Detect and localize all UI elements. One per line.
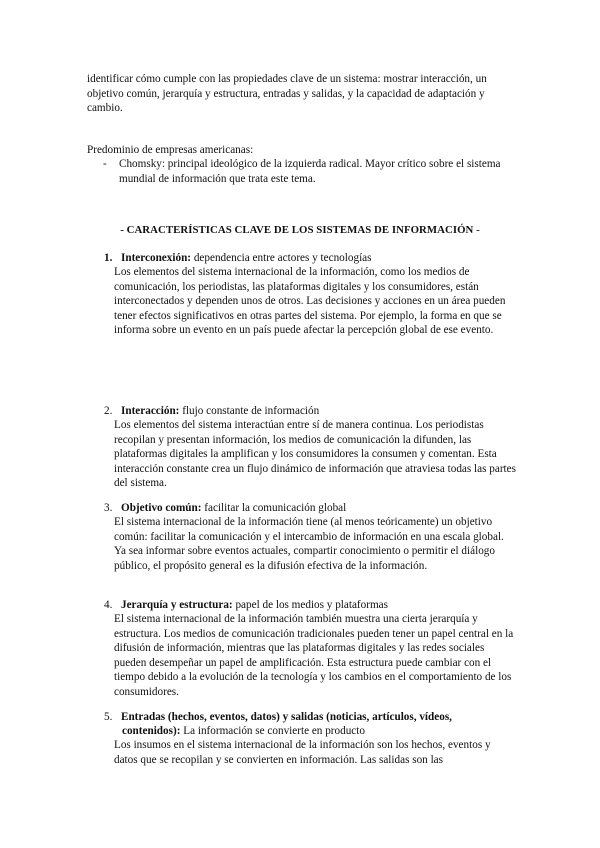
predominio-label: Predominio de empresas americanas: [87, 144, 254, 156]
item-2-number: 2. [104, 405, 113, 417]
bullet-dash: - [103, 158, 107, 170]
item-5-title: Entradas (hechos, eventos, datos) y salidas (noticias, artículos, vídeos, [121, 711, 452, 723]
item-1-heading [104, 251, 524, 266]
item-2-subtitle: flujo constante de información [179, 405, 320, 417]
item-5-title-line2: contenidos): [122, 725, 181, 737]
item-3-body: El sistema internacional de la información tiene (al menos teóricamente) un objetivo común: facilitar la comunicación y el intercambio de información en una escala global. Ya sea informar sobre eventos actuales, compartir conocimiento o permitir el diálogo público, el propósito general es la difusión efectiva de la información. [114, 516, 504, 572]
item-5-heading-line2 [122, 724, 365, 739]
item-5-subtitle: La información se convierte en producto [180, 725, 365, 737]
item-1-body: Los elementos del sistema internacional de la información, como los medios de comunicación, los periodistas, las plataformas digitales y los consumidores, están interconectados y dependen unos de otros. Las decisiones y acciones en un área pueden tener efectos significativos en otras partes del sistema. Por ejemplo, la forma en que se informa sobre un evento en un país puede afectar la percepción global de ese evento. [114, 266, 506, 337]
item-3-number: 3. [104, 502, 113, 514]
item-1-number: 1. [104, 252, 113, 264]
item-1-title: Interconexión: [121, 252, 192, 264]
item-3-heading [104, 501, 524, 516]
item-2-title: Interacción: [121, 405, 180, 417]
item-3-title: Objetivo común: [121, 502, 202, 514]
intro-paragraph: identificar cómo cumple con las propiedades clave de un sistema: mostrar interacción, un objetivo común, jerarquía y estructura, entradas y salidas, y la capacidad de adaptación y cambio. [87, 73, 487, 115]
item-4-body: El sistema internacional de la información también muestra una cierta jerarquía y estructura. Los medios de comunicación tradicionales pueden tener un papel central en la difusión de información, mientras que las plataformas digitales y las redes sociales pueden desempeñar un papel de amplificación. Esta estructura puede cambiar con el tiempo debido a la evolución de la tecnología y los cambios en el comportamiento de los consumidores. [114, 613, 514, 698]
item-3-subtitle: facilitar la comunicación global [201, 502, 347, 514]
item-4-heading [104, 598, 524, 613]
item-5-heading [104, 710, 524, 725]
item-4-title: Jerarquía y estructura: [121, 599, 233, 611]
item-1-subtitle: dependencia entre actores y tecnologías [191, 252, 372, 264]
item-4-number: 4. [104, 599, 113, 611]
section-heading: - CARACTERÍSTICAS CLAVE DE LOS SISTEMAS DE INFORMACIÓN - [120, 224, 480, 236]
chomsky-bullet-text: Chomsky: principal ideológico de la izquierda radical. Mayor crítico sobre el sistema mundial de información que trata este tema. [119, 158, 501, 185]
item-2-heading [104, 404, 524, 419]
item-5-body: Los insumos en el sistema internacional de la información son los hechos, eventos y datos que se recopilan y se convierten en información. Las salidas son las [114, 739, 491, 766]
item-5-number: 5. [104, 711, 113, 723]
item-2-body: Los elementos del sistema interactúan entre sí de manera continua. Los periodistas recopilan y presentan información, los medios de comunicación la difunden, las plataformas digitales la amplifican y los consumidores la consumen y comentan. Esta interacción constante crea un flujo dinámico de información que atraviesa todas las partes del sistema. [114, 419, 516, 490]
item-4-subtitle: papel de los medios y plataformas [232, 599, 388, 611]
